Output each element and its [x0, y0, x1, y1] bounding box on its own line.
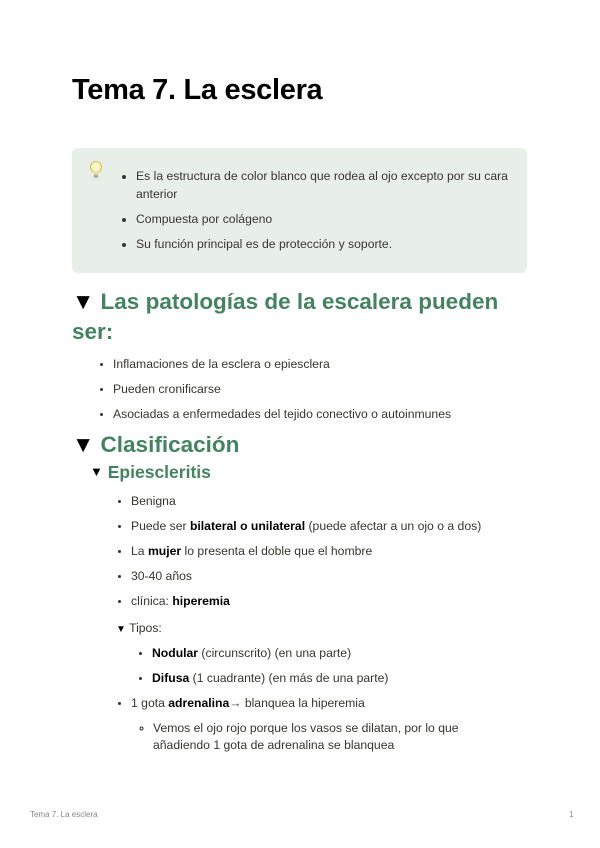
triangle-down-icon[interactable]: ▼: [116, 624, 126, 635]
list-item: ◦ Vemos el ojo rojo porque los vasos se dilatan, por lo que añadiendo 1 gota de adrenalina se blanquea: [153, 720, 513, 754]
tipos-list: [134, 645, 388, 695]
list-item: • 1 gota adrenalina→ blanquea la hiperemia: [131, 695, 365, 712]
adrenalina-list: [113, 695, 365, 720]
adrenalina-sublist: [135, 720, 513, 762]
lightbulb-icon: [88, 160, 104, 185]
triangle-down-icon[interactable]: ▼: [90, 464, 103, 479]
list-item: • Pueden cronificarse: [113, 381, 451, 398]
page-title: Tema 7. La esclera: [72, 74, 323, 106]
heading-text: Las patologías de la escalera pueden ser:: [72, 289, 499, 344]
heading-text: Epiescleritis: [107, 462, 211, 482]
list-item: • Benigna: [131, 493, 481, 510]
list-item: • 30-40 años: [131, 568, 481, 585]
list-item: • Nodular (circunscrito) (en una parte): [152, 645, 388, 662]
list-item: • clínica: hiperemia: [131, 593, 481, 610]
heading-text: Clasificación: [100, 432, 240, 457]
triangle-down-icon[interactable]: ▼: [72, 289, 95, 314]
toggle-heading-epiescleritis[interactable]: [90, 461, 211, 483]
page-number: 1: [569, 810, 574, 819]
callout-list: [108, 167, 516, 260]
triangle-down-icon[interactable]: ▼: [72, 432, 95, 457]
toggle-tipos[interactable]: [116, 620, 162, 638]
toggle-label: Tipos:: [129, 621, 162, 635]
toggle-heading-patologias[interactable]: [72, 287, 532, 347]
list-item: • La mujer lo presenta el doble que el hombre: [131, 543, 481, 560]
patologias-list: [95, 356, 451, 431]
list-item: • Su función principal es de protección y soporte.: [136, 235, 516, 253]
toggle-heading-clasificacion[interactable]: [72, 430, 239, 460]
list-item: • Es la estructura de color blanco que rodea al ojo excepto por su cara anterior: [136, 167, 516, 203]
callout-box: [72, 148, 527, 273]
list-item: • Puede ser bilateral o unilateral (puede afectar a un ojo o a dos): [131, 518, 481, 535]
list-item: • Asociadas a enfermedades del tejido conectivo o autoinmunes: [113, 406, 451, 423]
list-item: • Compuesta por colágeno: [136, 210, 516, 228]
epiescleritis-list: [113, 493, 481, 618]
list-item: • Inflamaciones de la esclera o epiesclera: [113, 356, 451, 373]
list-item: • Difusa (1 cuadrante) (en más de una parte): [152, 670, 388, 687]
footer-title: Tema 7. La esclera: [30, 810, 98, 819]
